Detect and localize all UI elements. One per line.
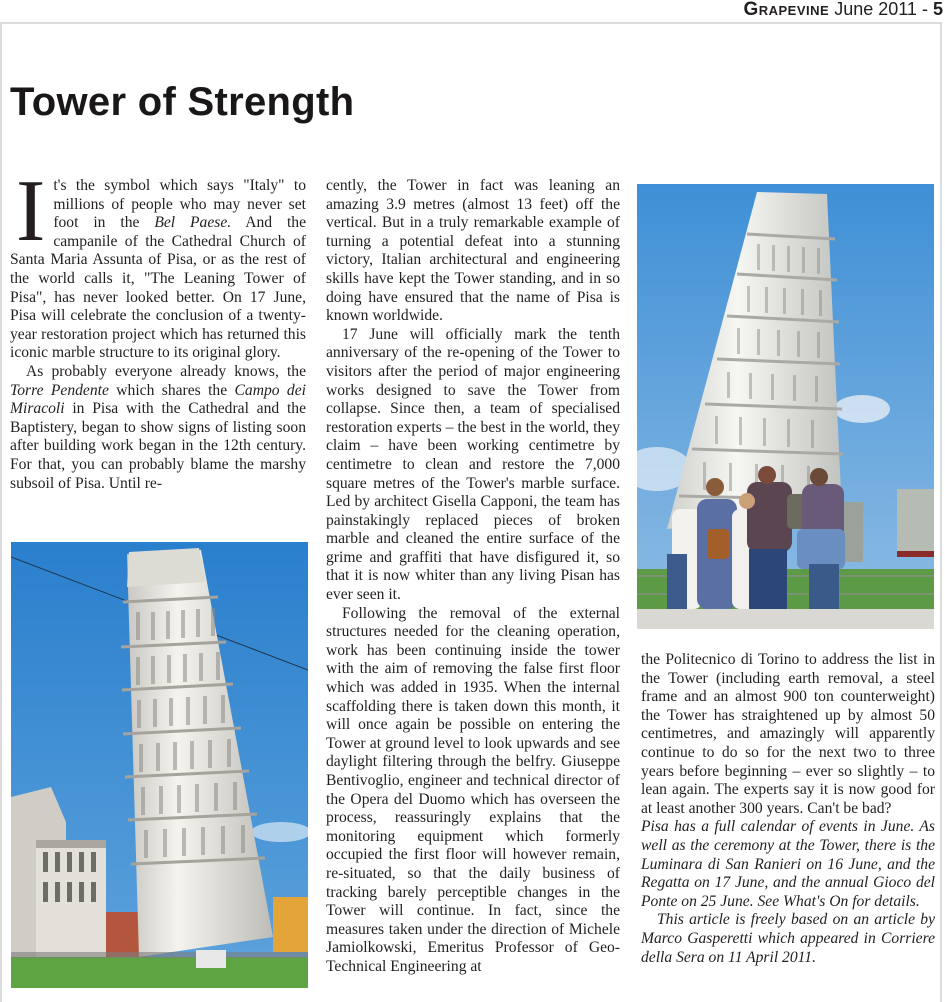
italic-run: Pisa has a full calendar of events in June. As well as the ceremony at the Tower, there is the Luminara di San Ranieri on 16 June, and the Regatta on 17 June, and the annual Gioco del Ponte on 25 June. See What's On for details.	[641, 818, 935, 910]
text-run: t's the symbol which says "Italy" to millions of people who may never set foot in the	[53, 177, 306, 232]
separator: -	[921, 0, 928, 19]
italic-run: This article is freely based on an article by Marco Gasperetti which appeared in Corriere della Sera on 11 April 2011.	[641, 911, 935, 966]
column-2	[326, 177, 620, 977]
running-head	[743, 0, 943, 20]
text-run: which shares the	[108, 381, 235, 399]
paragraph: the Politecnico di Torino to address the list in the Tower (including earth removal, a steel frame and an almost 900 ton counterweight) the Tower has straightened up by almost 50 centimetres, and amazingly will apparently continue to do so for the next two to three years before beginning – ever so slightly – to lean again. The experts say it is now good for at least another 300 years. Can't be bad?	[641, 651, 935, 817]
italic-run: Torre Pendente	[10, 381, 109, 399]
photo-tower-cathedral	[11, 542, 308, 988]
paragraph-credit	[641, 911, 935, 967]
photo-tourists-at-tower	[637, 184, 934, 629]
italic-run: Bel Paese.	[154, 214, 232, 232]
pavement	[637, 609, 934, 629]
tourists-photo-illustration	[637, 184, 934, 629]
yellow-building	[273, 897, 308, 952]
paragraph: 17 June will officially mark the tenth anniversary of the re-opening of the Tower to visitors after the period of major engineering works designed to save the Tower from collapse. Since then, a team of specialised restoration experts – the best in the world, they claim – have been working centimetre by centimetre to clean and restore the 7,000 square metres of the Tower's marble surface. Led by architect Gisella Capponi, the team has painstakingly replaced pieces of broken marble and cleaned the entire surface of the grime and graffiti that have disfigured it, so that it is now whiter than any living Pisan has ever seen it.	[326, 325, 620, 604]
paragraph: cently, the Tower in fact was leaning an amazing 3.9 metres (almost 13 feet) off the vertical. But in a truly remarkable example of turning a potential defeat into a stunning victory, Italian architectural and engineering skills have kept the Tower standing, and in so doing have ensured that the name of Pisa is known worldwide.	[326, 177, 620, 325]
paragraph	[10, 363, 306, 493]
column-3	[641, 651, 935, 967]
drop-cap: I	[16, 163, 46, 260]
article-headline: Tower of Strength	[10, 80, 355, 124]
tower-photo-illustration	[11, 542, 308, 988]
column-1	[10, 163, 307, 493]
paragraph-intro	[10, 163, 307, 363]
issue-date: June 2011	[834, 0, 917, 19]
paragraph: Following the removal of the external structures needed for the cleaning operation, work has been continuing inside the tower with the aim of removing the false first floor which was added in 1935. When the internal scaffolding there is taken down this month, it will once again be possible on entering the Tower at ground level to look upwards and see daylight filtering through the belfry. Giuseppe Bentivoglio, engineer and technical director of the Opera del Duomo which has overseen the process, reassuringly explains that the monitoring equipment which formerly occupied the first floor will however remain, re-situated, so that the daily business of tracking barely perceptible changes in the Tower will continue. In fact, since the measures taken under the direction of Michele Jamiolkowski, Emeritus Professor of Geo-Technical Engineering at	[326, 604, 620, 975]
page-number: 5	[932, 0, 943, 19]
italic-run: Campo dei Miracoli	[10, 381, 306, 418]
text-run: in Pisa with the Cathedral and the Baptistery, began to show signs of listing soon after building work began in the 12th century. For that, you can probably blame the marshy subsoil of Pisa. Until re-	[10, 400, 306, 492]
publication-name: Grapevine	[743, 0, 830, 20]
text-run: And the campanile of the Cathedral Church of Santa Maria Assunta of Pisa, or as the rest of the world calls it, "The Leaning Tower of Pisa", has never looked better. On 17 June, Pisa will celebrate the conclusion of a twenty-year restoration project which has returned this iconic marble structure to its original glory.	[10, 214, 307, 362]
paragraph-events	[641, 818, 935, 911]
text-run: As probably everyone already knows, the	[26, 362, 306, 380]
lawn	[11, 957, 308, 988]
